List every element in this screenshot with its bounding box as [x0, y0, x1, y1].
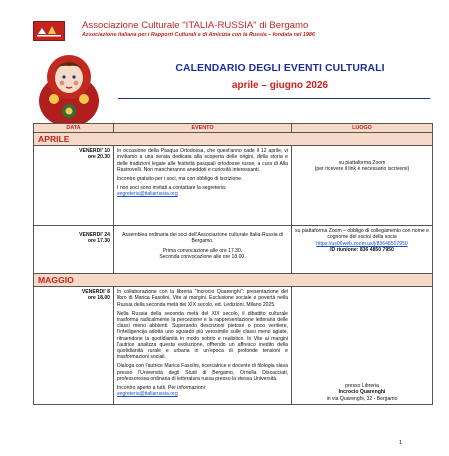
page-number: 1	[399, 440, 403, 446]
event-date: VENERDI' 24 ore 17.30	[34, 226, 114, 274]
section-title-may: MAGGIO	[34, 274, 433, 287]
event-place: su piattaforma Zoom (per ricevere il link è necessario iscriversi)	[292, 146, 433, 226]
section-title-april: APRILE	[34, 133, 433, 146]
organization-name: Associazione Culturale "ITALIA-RUSSIA" di Bergamo	[82, 20, 309, 31]
event-text: Prima convocazione alle ore 17.30. Seconda convocazione alle ore 18.00.	[159, 247, 246, 260]
email-link[interactable]: segreteria@italiarussia.org	[117, 191, 178, 198]
event-description	[114, 146, 292, 226]
event-place	[292, 287, 433, 405]
column-header-event: EVENTO	[114, 124, 292, 133]
event-text: In occasione della Pasqua Ortodossa, che quest'anno cade il 12 aprile, vi invitiamo a una serata dedicata alla scoperta delle origini, della storia e delle tradizioni legate alle festività pasquali ortodosse russe, a cura di Alla Rastrovelli. Non mancheranno aneddoti e curiosità interessanti.	[117, 148, 288, 173]
place-venue: Incrocio Quarenghi	[338, 389, 386, 396]
organization-tagline: Associazione italiana per i Rapporti Culturali e di Amicizia con la Russia – fondata nel 1986	[82, 32, 315, 38]
event-description	[114, 287, 292, 405]
zoom-link[interactable]: https://us06web.zoom.us/j/83648507950	[316, 240, 408, 247]
event-text: In collaborazione con la libreria "Incrocio Quarenghi": presentazione del libro di Marica Fasolini, Vite ai margini. Esclusione sociale e povertà nella Russia della seconda metà del XIX secolo, ed. Ledizioni, Milano 2025.	[117, 289, 288, 308]
table-row	[34, 226, 433, 274]
event-description	[114, 226, 292, 274]
event-text: Dialoga con l'autrice Marica Fasolini, ricercatrice e docente di filologia slava presso l'Università degli Studi di Bergamo, Ornella Discacciati, professoressa ordinaria di letteratura russa presso la stessa Università.	[117, 363, 288, 382]
column-header-date: DATA	[34, 124, 114, 133]
zoom-meeting-id: ID riunione: 836 4850 7950	[330, 246, 394, 253]
place-text: su piattaforma Zoom – obbligo di collegamento con nome e cognome del socio/ della socia	[295, 228, 429, 241]
table-row	[34, 287, 433, 405]
event-text: I non soci sono invitati a contattare la segreteria:	[117, 185, 227, 192]
section-row-may	[34, 274, 433, 287]
event-text: Nella Russia della seconda metà del XIX secolo, il dibattito culturale trasforma radicalmente la percezione e la rappresentazione letteraria delle classi meno abbienti. Superando descrizioni pietose o poco veritiere, l'intelligencija adotta uno sguardo più verosimile sulle classi meno agiate, ritraendone la quotidianità in modo sobrio e realistico. In Vite ai margini l'autrice analizza questa evoluzione, offrendo un affresco inedito della quotidianità rurale e urbana in un'epoca di profonde tensioni e trasformazioni sociali.	[117, 310, 288, 361]
event-place	[292, 226, 433, 274]
column-header-place: LUOGO	[292, 124, 433, 133]
event-date: VENERDI' 8 ore 18.00	[34, 287, 114, 405]
calendar-period: aprile – giugno 2026	[231, 80, 329, 91]
event-text: Assemblea ordinaria dei soci dell'Associazione culturale Italia-Russia di Bergamo.	[122, 232, 283, 245]
table-row	[34, 146, 433, 226]
place-address: in via Quarenghi, 32 - Bergamo	[326, 395, 398, 402]
event-date: VENERDI' 10 ore 20.30	[34, 146, 114, 226]
section-row-april	[34, 133, 433, 146]
events-table	[33, 123, 433, 405]
event-text: Incontro aperto a tutti. Per informazioni:	[117, 385, 207, 392]
association-logo	[33, 21, 65, 41]
event-text: Incontro gratuito per i soci, ma con obbligo di iscrizione.	[117, 176, 243, 183]
calendar-title: CALENDARIO DEGLI EVENTI CULTURALI	[175, 63, 385, 74]
table-header-row	[34, 124, 433, 133]
header-divider	[118, 98, 430, 99]
place-text: presso Libreria	[345, 383, 379, 390]
matryoshka-doll-image	[34, 51, 104, 127]
email-link[interactable]: segreteria@italiarussia.org	[117, 391, 178, 398]
